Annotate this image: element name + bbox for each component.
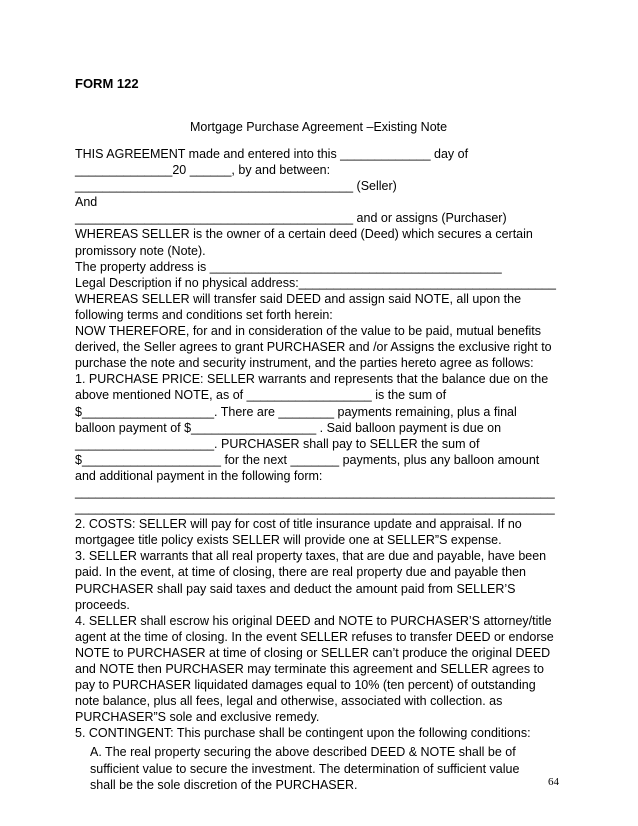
text-line: balloon payment of $__________________ . Said balloon payment is due on — [75, 420, 502, 435]
text-line: Legal Description if no physical address:_____________________________________ — [75, 275, 556, 290]
text-line: _____________________________________________________________________ — [75, 501, 555, 516]
text-line: mortgagee title policy exists SELLER will provide one at SELLER”S expense. — [75, 533, 502, 548]
text-line: 3. SELLER warrants that all real property taxes, that are due and payable, have been — [75, 549, 547, 564]
sub-clause-line: A. The real property securing the above described DEED & NOTE shall be of — [90, 745, 516, 760]
sub-clause-line: shall be the sole discretion of the PURCHASER. — [90, 777, 358, 792]
text-line: agent at the time of closing. In the event SELLER refuses to transfer DEED or endorse — [75, 629, 554, 644]
text-line: NOTE to PURCHASER at time of closing or SELLER can’t produce the original DEED — [75, 645, 551, 660]
document-title: Mortgage Purchase Agreement –Existing Note — [190, 120, 448, 134]
text-line: note balance, plus all fees, legal and otherwise, associated with collection. as — [75, 694, 503, 709]
text-line: PURCHASER”S sole and exclusive remedy. — [75, 710, 320, 725]
text-line: and additional payment in the following form: — [75, 468, 323, 483]
text-line: 4. SELLER shall escrow his original DEED and NOTE to PURCHASER’S attorney/title — [75, 613, 552, 628]
text-line: _____________________________________________________________________ — [75, 484, 555, 499]
text-line: The property address is __________________________________________ — [75, 259, 502, 274]
text-line: above mentioned NOTE, as of __________________ is the sum of — [75, 388, 447, 403]
text-line: ______________20 ______, by and between: — [75, 163, 331, 178]
sub-clause-line: sufficient value to secure the investment. The determination of sufficient value — [90, 761, 520, 776]
text-line: THIS AGREEMENT made and entered into this _____________ day of — [75, 147, 469, 161]
text-line: ____________________. PURCHASER shall pay to SELLER the sum of — [75, 436, 480, 451]
text-line: purchase the note and security instrument, and the parties hereto agree as follows: — [75, 356, 534, 371]
text-line: ________________________________________ and or assigns (Purchaser) — [75, 211, 507, 226]
text-line: derived, the Seller agrees to grant PURCHASER and /or Assigns the exclusive right to — [75, 340, 552, 355]
text-line: ________________________________________ (Seller) — [75, 179, 397, 194]
text-line: $____________________ for the next _______ payments, plus any balloon amount — [75, 452, 540, 467]
text-line: following terms and conditions set forth herein: — [75, 307, 333, 322]
text-line: and NOTE then PURCHASER may terminate this agreement and SELLER agrees to — [75, 662, 544, 676]
text-line: paid. In the event, at time of closing, there are real property due and payable then — [75, 565, 526, 580]
text-line: NOW THEREFORE, for and in consideration of the value to be paid, mutual benefits — [75, 324, 541, 339]
page-number: 64 — [548, 776, 559, 788]
text-line: And — [75, 195, 98, 210]
text-line: promissory note (Note). — [75, 243, 206, 258]
text-line: $___________________. There are ________ payments remaining, plus a final — [75, 404, 517, 419]
text-line: WHEREAS SELLER is the owner of a certain deed (Deed) which secures a certain — [75, 227, 533, 242]
text-line: proceeds. — [75, 597, 130, 612]
form-label: FORM 122 — [75, 76, 139, 91]
agreement-body — [75, 146, 570, 793]
text-line: 1. PURCHASE PRICE: SELLER warrants and represents that the balance due on the — [75, 372, 549, 387]
text-line: 2. COSTS: SELLER will pay for cost of title insurance update and appraisal. If no — [75, 517, 522, 532]
text-line: WHEREAS SELLER will transfer said DEED and assign said NOTE, all upon the — [75, 291, 522, 306]
text-line: pay to PURCHASER liquidated damages equal to 10% (ten percent) of outstanding — [75, 678, 536, 693]
text-line: PURCHASER shall pay said taxes and deduct the amount paid from SELLER’S — [75, 581, 516, 596]
text-line: 5. CONTINGENT: This purchase shall be contingent upon the following conditions: — [75, 726, 531, 741]
